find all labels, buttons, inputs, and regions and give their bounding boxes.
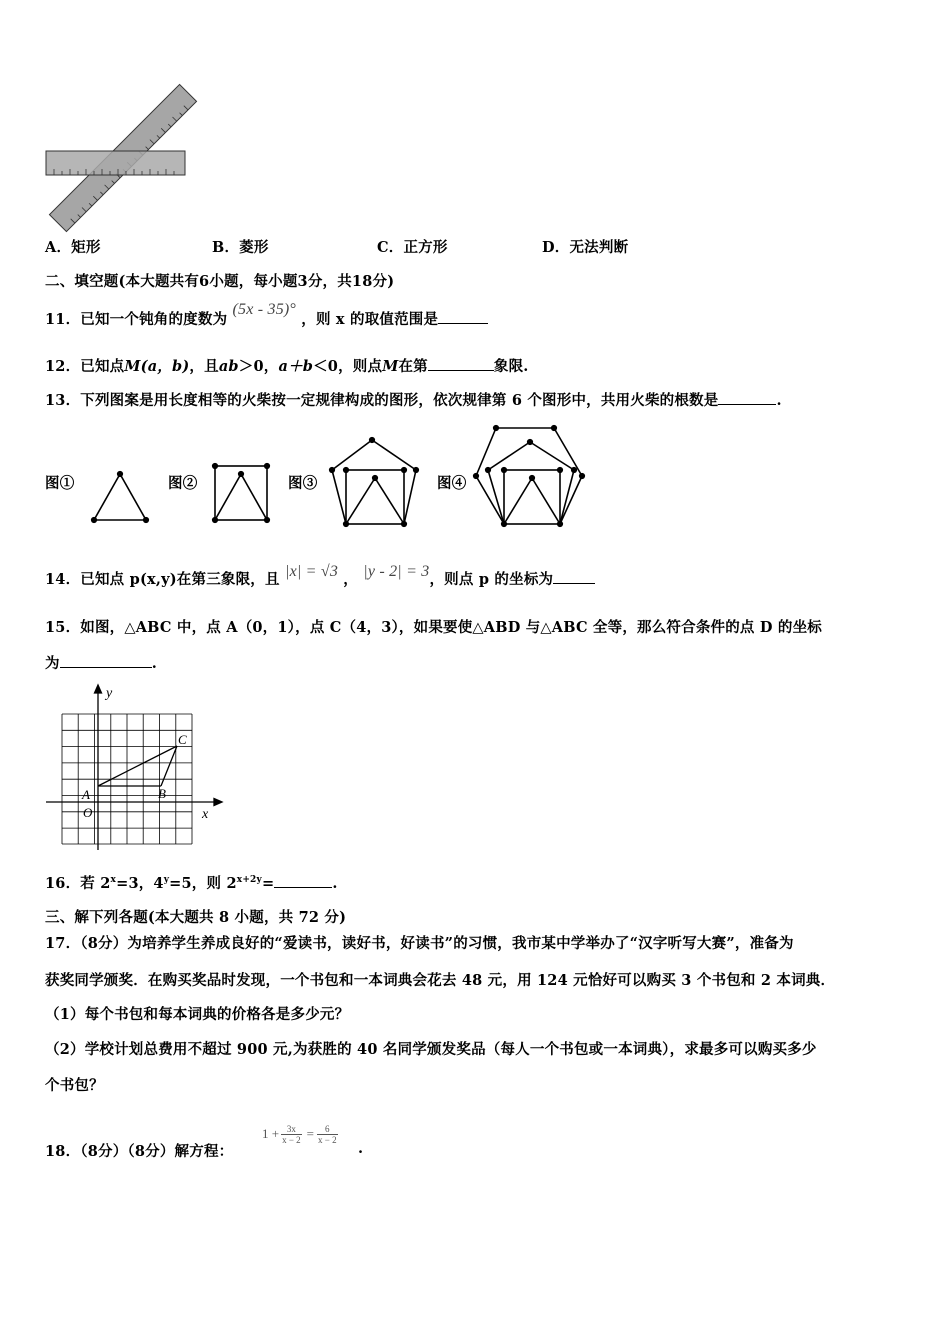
ruler-figure: [40, 95, 195, 230]
q18-fraction-1: $\frac{3x}{x - 2}$: [282, 1123, 301, 1145]
question-14: 14．已知点 p(x,y)在第三象限，且 |x| = √3 ， |y - 2| = 3，则点 p 的坐标为: [45, 568, 595, 589]
matchstick-figure-2: [208, 460, 276, 526]
q13-answer-blank: [718, 390, 776, 405]
question-17-line2: 获奖同学颁奖．在购买奖品时发现，一个书包和一本词典会花去 48 元，用 124 元恰好可以购买 3 个书包和 2 本词典．: [45, 972, 836, 989]
matchstick-figure-3: [324, 432, 430, 530]
q15-answer-blank: [60, 653, 152, 668]
q14-abs-x: |x| = √3: [284, 563, 339, 580]
graph-point-a-label: A: [82, 787, 90, 802]
option-c: C．正方形: [377, 239, 448, 256]
graph-axis-x-label: x: [202, 807, 209, 822]
option-d: D．无法判断: [542, 239, 629, 256]
figure-label-3: 图③: [288, 475, 318, 492]
figure-label-1: 图①: [45, 475, 75, 492]
q14-abs-y: |y - 2| = 3: [363, 563, 430, 580]
q18-period: .: [358, 1140, 364, 1157]
question-17-part2-line2: 个书包？: [45, 1077, 104, 1094]
question-17-line1: 17．（8分）为培养学生养成良好的“爱读书，读好书，好读书”的习惯，我市某中学举办了“汉字听写大赛”，准备为: [45, 935, 794, 952]
q14-answer-blank: [553, 569, 595, 584]
graph-axis-y-label: y: [106, 686, 113, 701]
option-b: B．菱形: [212, 239, 269, 256]
figure-label-4: 图④: [437, 475, 467, 492]
matchstick-figure-4: [470, 420, 602, 532]
question-16: 16．若 $2^x=3$，$4^y=5$，则 $2^{x+2y}=$ .: [45, 875, 338, 892]
question-15-line2: 为 .: [45, 655, 157, 672]
question-17-part1: （1）每个书包和每本词典的价格各是多少元？: [45, 1006, 350, 1023]
graph-origin-label: O: [83, 805, 93, 820]
question-18: 18．（8分）（8分）解方程：: [45, 1143, 234, 1160]
option-a: A．矩形: [45, 239, 101, 256]
question-11: 11．已知一个钝角的度数为 (5x - 35)° ，则 x 的取值范围是: [45, 308, 488, 329]
matchstick-figure-1: [88, 468, 153, 528]
coordinate-grid-figure: [44, 682, 234, 852]
section-heading-fill-blank: 二、填空题(本大题共有6小题，每小题3分，共18分): [45, 273, 395, 290]
graph-point-c-label: C: [178, 732, 187, 747]
section-heading-solve: 三、解下列各题(本大题共 8 小题，共 72 分): [45, 909, 347, 926]
q11-answer-blank: [438, 309, 488, 324]
question-13: 13．下列图案是用长度相等的火柴按一定规律构成的图形，依次规律第 6 个图形中，共用火柴的根数是 .: [45, 392, 782, 409]
q16-answer-blank: [274, 873, 332, 888]
question-12: 12．已知点M(a，b)，且ab＞0，a＋b＜0，则点M在第 象限.: [45, 358, 529, 375]
graph-point-b-label: B: [158, 786, 166, 801]
question-17-part2-line1: （2）学校计划总费用不超过 900 元,为获胜的 40 名同学颁发奖品（每人一个书包或一本词典），求最多可以购买多少: [45, 1041, 817, 1058]
q12-answer-blank: [428, 356, 494, 371]
figure-label-2: 图②: [168, 475, 198, 492]
q18-fraction-2: $\frac{6}{x - 2}$: [318, 1123, 337, 1145]
question-15-line1: 15．如图，△ABC 中，点 A（0，1），点 C（4，3），如果要使△ABD 与△ABC 全等，那么符合条件的点 D 的坐标: [45, 619, 822, 636]
q11-expression: (5x - 35)°: [232, 301, 297, 318]
q18-equation: 1 + $\frac{3x}{x - 2}$ = $\frac{6}{x - 2}$: [262, 1123, 337, 1145]
